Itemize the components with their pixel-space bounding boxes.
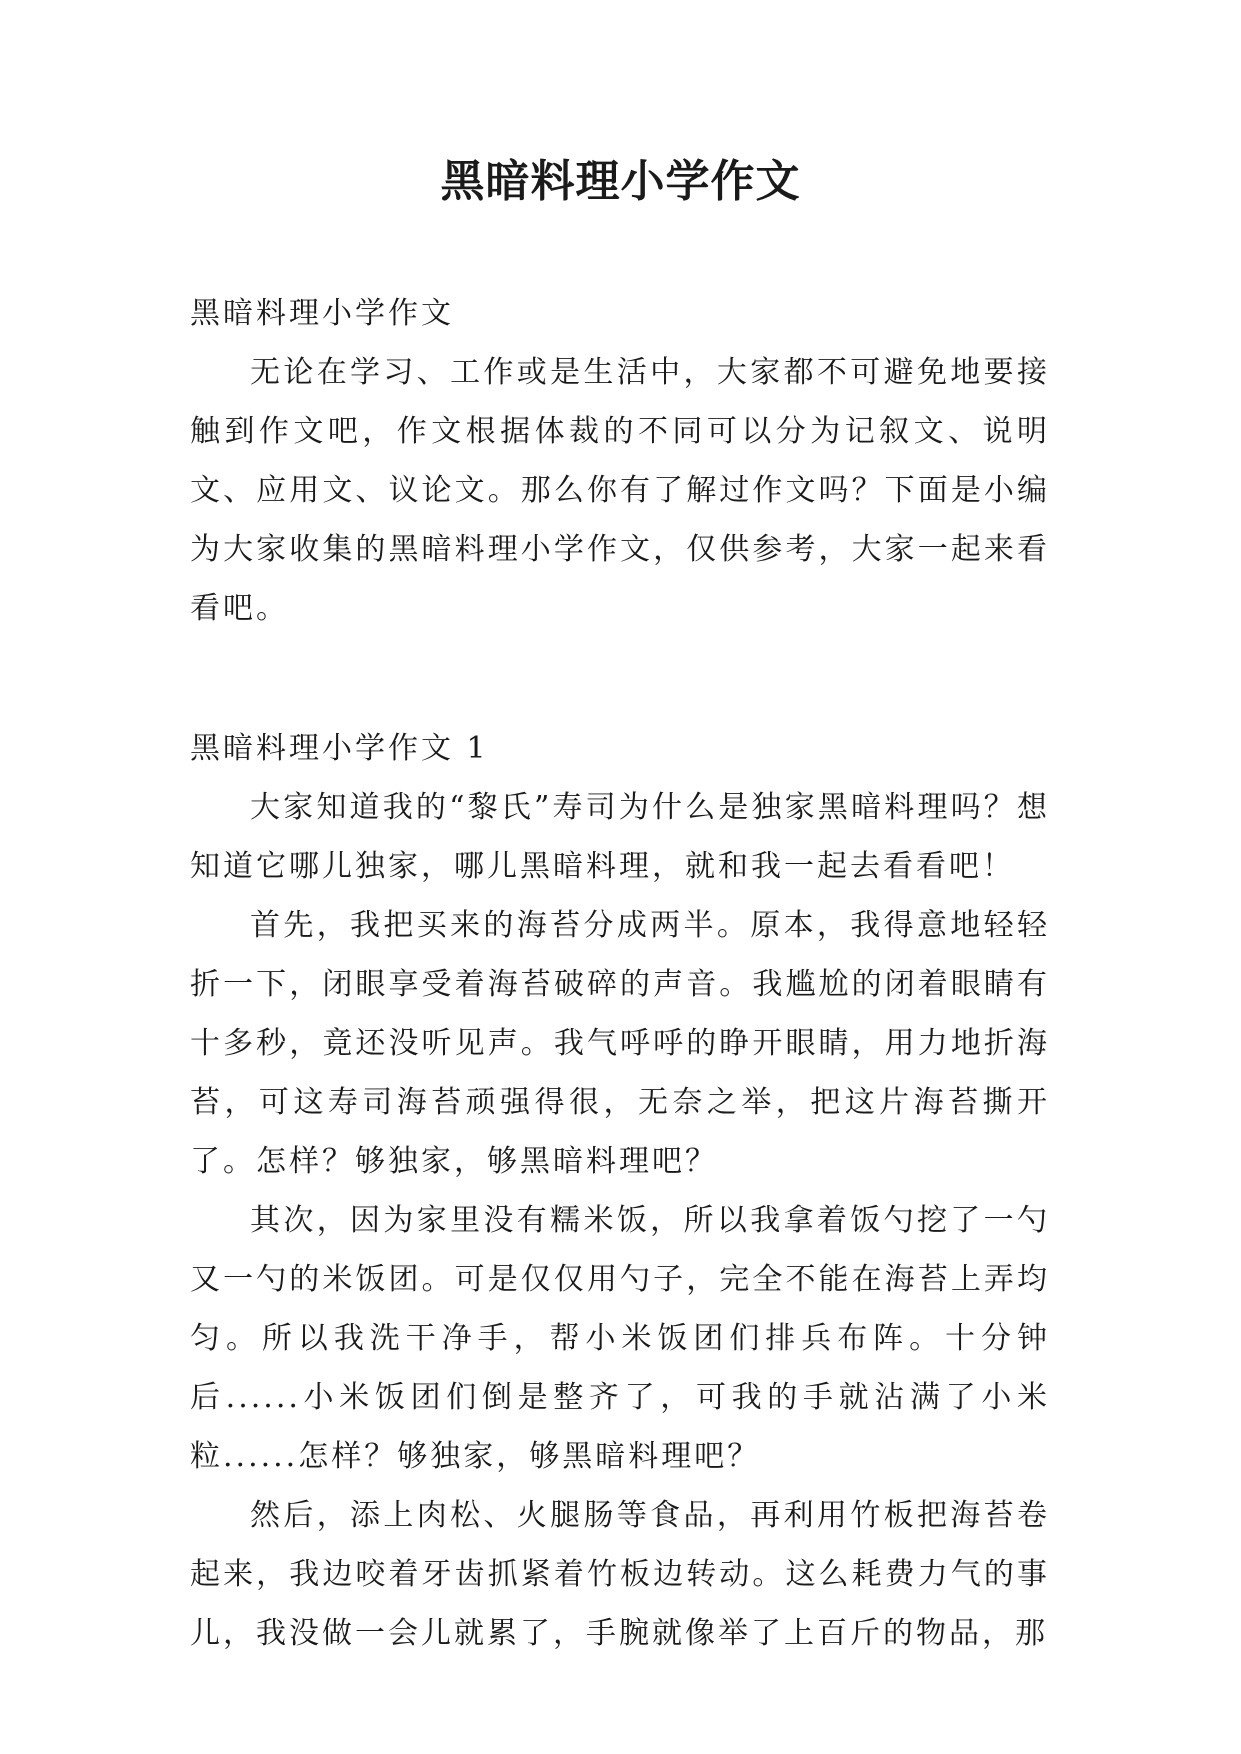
section-spacer [190, 638, 1050, 719]
document-title: 黑暗料理小学作文 [440, 156, 801, 207]
section1-paragraph-2: 首先，我把买来的海苔分成两半。原本，我得意地轻轻折一下，闭眼享受着海苔破碎的声音。我尴尬的闭着眼睛有十多秒，竟还没听见声。我气呼呼的睁开眼睛，用力地折海苔，可这寿司海苔顽强得很，无奈之举，把这片海苔撕开了。怎样？够独家，够黑暗料理吧？ [190, 908, 1050, 1179]
document-body [190, 284, 1050, 1663]
section1-heading: 黑暗料理小学作文 1 [190, 731, 489, 766]
section1-paragraph-1: 大家知道我的“黎氏”寿司为什么是独家黑暗料理吗？想知道它哪儿独家，哪儿黑暗料理，就和我一起去看看吧！ [190, 790, 1050, 884]
section1-paragraph-4: 然后，添上肉松、火腿肠等食品，再利用竹板把海苔卷起来，我边咬着牙齿抓紧着竹板边转动。这么耗费力气的事儿，我没做一会儿就累了，手腕就像举了上百斤的物品，那 [190, 1498, 1050, 1651]
intro-paragraph: 无论在学习、工作或是生活中，大家都不可避免地要接触到作文吧，作文根据体裁的不同可以分为记叙文、说明文、应用文、议论文。那么你有了解过作文吗？下面是小编为大家收集的黑暗料理小学作文，仅供参考，大家一起来看看吧。 [190, 355, 1050, 626]
intro-heading: 黑暗料理小学作文 [190, 296, 454, 331]
section1-paragraph-3: 其次，因为家里没有糯米饭，所以我拿着饭勺挖了一勺又一勺的米饭团。可是仅仅用勺子，完全不能在海苔上弄均匀。所以我洗干净手，帮小米饭团们排兵布阵。十分钟后......小米饭团们倒是整齐了，可我的手就沾满了小米粒......怎样？够独家，够黑暗料理吧？ [190, 1203, 1050, 1474]
